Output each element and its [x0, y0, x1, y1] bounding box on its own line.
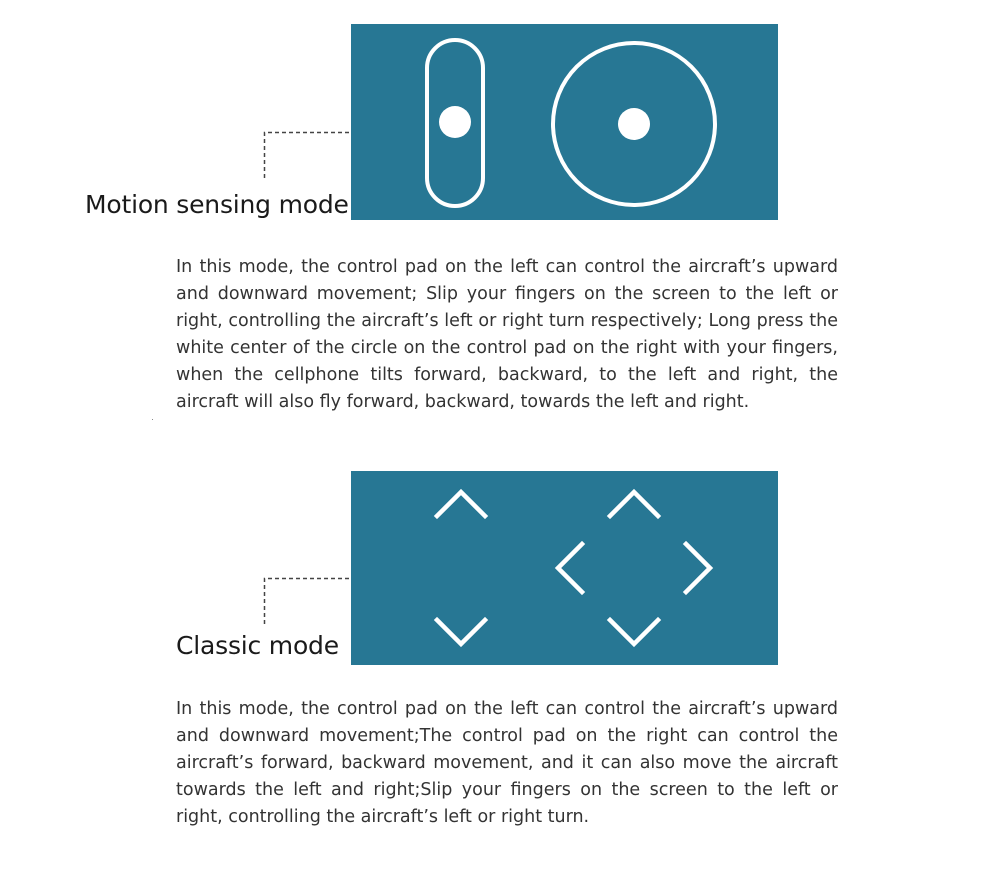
- right-up-arrow-icon[interactable]: [610, 492, 658, 516]
- classic-title: Classic mode: [176, 631, 339, 660]
- throttle-slider-knob[interactable]: [439, 106, 471, 138]
- motion-sensing-leader-line: [260, 128, 355, 180]
- motion-joystick-center[interactable]: [618, 108, 650, 140]
- left-down-arrow-icon[interactable]: [437, 620, 485, 644]
- motion-sensing-description: In this mode, the control pad on the left can control the aircraft’s upward and downward movement; Slip your fingers on the screen to the left or right, controlling the aircraft’s left or right turn respectively; Long press the white center of the circle on the control pad on the right with your fingers, when the cellphone tilts forward, backward, to the left and right, the aircraft will also fly forward, backward, towards the left and right.: [176, 257, 838, 412]
- classic-description: In this mode, the control pad on the left can control the aircraft’s upward and downward movement;The control pad on the right can control the aircraft’s forward, backward movement, and it can also move the aircraft towards the left and right;Slip your fingers on the screen to the left or right, controlling the aircraft’s left or right turn.: [176, 699, 838, 827]
- right-down-arrow-icon[interactable]: [610, 620, 658, 644]
- classic-control-pad: [351, 471, 778, 665]
- classic-leader-line: [260, 574, 355, 626]
- classic-pad-graphic: [351, 471, 778, 665]
- left-up-arrow-icon[interactable]: [437, 492, 485, 516]
- motion-sensing-pad-graphic: [351, 24, 778, 220]
- motion-sensing-control-pad: [351, 24, 778, 220]
- right-left-arrow-icon[interactable]: [558, 544, 582, 592]
- stray-dot: [152, 419, 153, 420]
- motion-sensing-title: Motion sensing mode: [85, 190, 349, 219]
- right-right-arrow-icon[interactable]: [686, 544, 710, 592]
